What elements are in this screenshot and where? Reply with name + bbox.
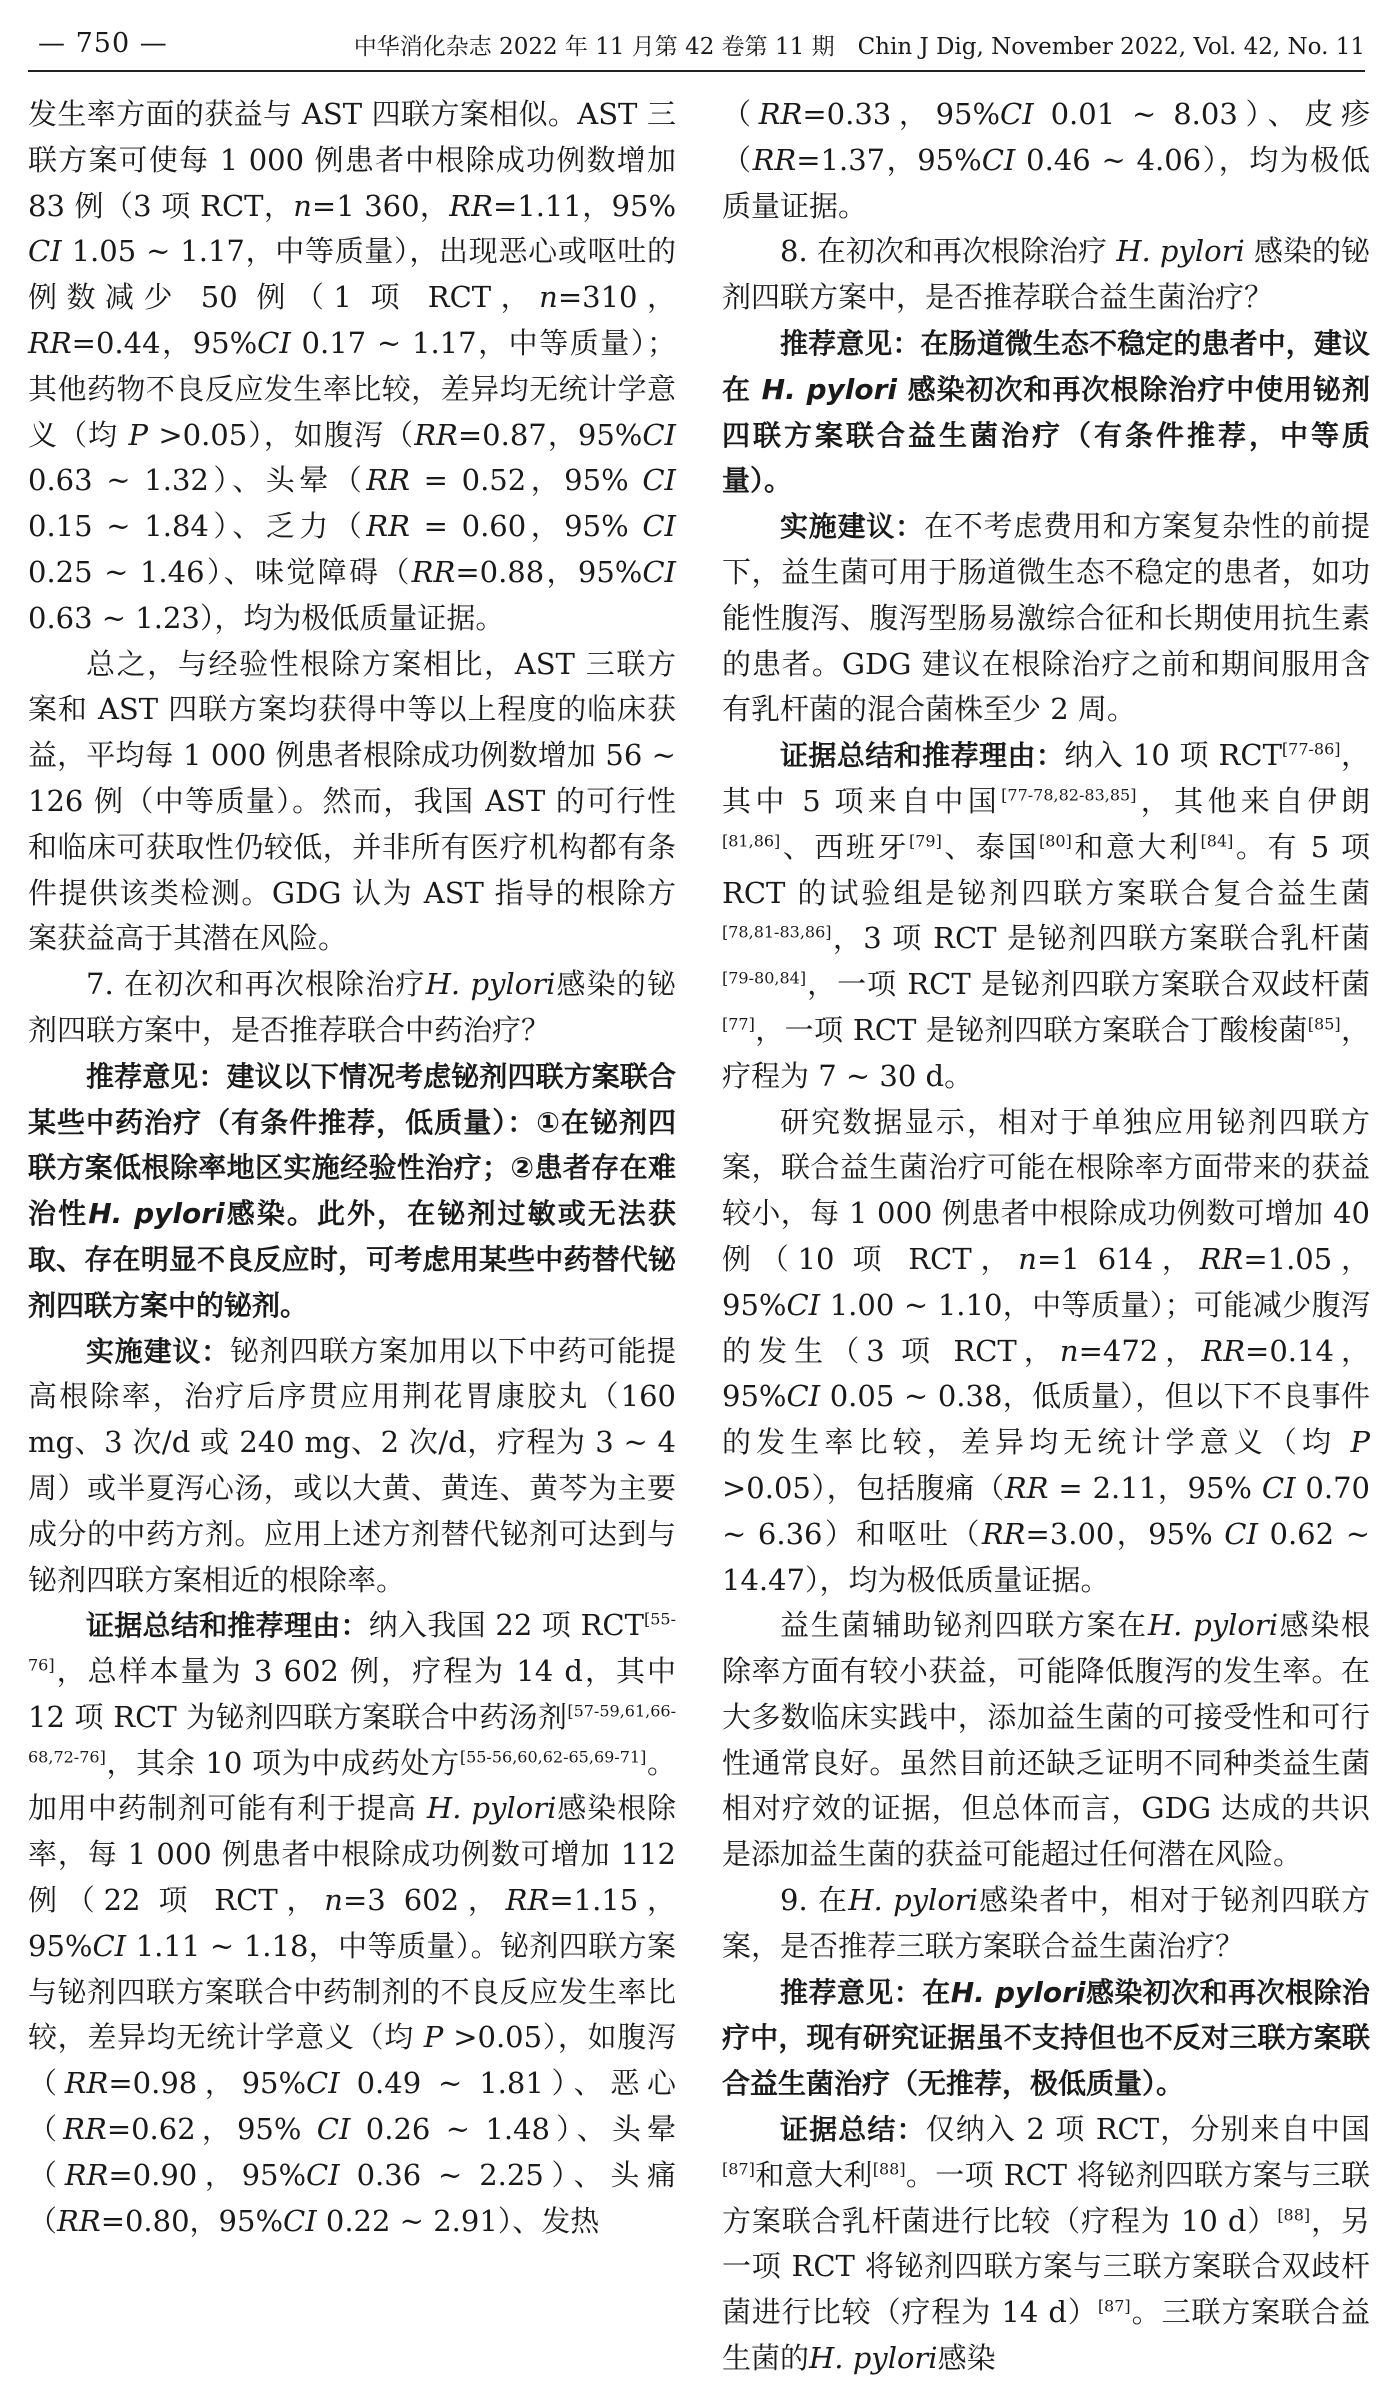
text-run: 0.63 ~ 1.32）、头晕（ — [28, 463, 367, 498]
text-run: =1.11，95% — [492, 188, 677, 223]
paragraph — [722, 229, 1370, 321]
text-run: =1.37，95% — [796, 142, 982, 177]
text-run: 。有 5 项 RCT 的试验组是铋剂四联方案联合复合益生菌 — [722, 829, 1370, 910]
text-run: =0.44，95% — [71, 325, 258, 360]
page-number: — 750 — — [38, 28, 168, 59]
text-run: =1.15，95% — [28, 1883, 676, 1963]
italic-text: CI — [642, 417, 677, 452]
text-run: =1.05，95% — [722, 1241, 1370, 1322]
paragraph — [28, 1054, 676, 1329]
italic-text: RR — [28, 325, 72, 360]
citation-ref: [80] — [1039, 831, 1072, 851]
text-run: 1.05 ~ 1.17，中等质量），出现恶心或呕吐的例数减少 50 例（1 项 RCT， — [28, 234, 676, 315]
italic-text: CI — [1261, 1470, 1296, 1505]
citation-ref: [78,81-83,86] — [722, 922, 832, 942]
text-run: 总之，与经验性根除方案相比，AST 三联方案和 AST 四联方案均获得中等以上程度的临床获益，平均每 1 000 例患者根除成功例数增加 56 ~ 126 例（中等质量）。然而，我国 AST 的可行性和临床可获取性仍较低，并非所有医疗机构都有条件提供该类检测。GDG 认为 AST 指导的根除方案获益高于其潜在风险。 — [28, 646, 676, 956]
text-run: =0.90，95% — [108, 2157, 307, 2192]
paragraph — [722, 2107, 1370, 2382]
text-run: 7. 在初次和再次根除治疗 — [86, 967, 426, 1002]
text-run: =0.33，95% — [802, 97, 1001, 131]
italic-text: RR — [752, 142, 797, 177]
text-run: 和意大利 — [754, 2157, 873, 2192]
text-run: 8. 在初次和再次根除治疗 — [780, 234, 1117, 269]
paragraph — [28, 1329, 676, 1604]
text-run: 感染者中，相对于铋剂四联方案，是否推荐三联方案联合益生菌治疗？ — [722, 1883, 1371, 1963]
italic-text: RR — [414, 417, 458, 452]
text-run: =472， — [1078, 1333, 1202, 1368]
italic-text: RR — [981, 1516, 1026, 1551]
italic-text: RR — [1199, 1241, 1244, 1276]
text-run: 感染的铋剂四联方案中，是否推荐联合中药治疗？ — [28, 967, 676, 1047]
citation-ref: [81,86] — [722, 831, 781, 851]
text-run: = 0.60，95% — [409, 509, 643, 544]
bold-text: 实施建议： — [780, 510, 924, 544]
citation-ref: [77] — [722, 1014, 755, 1034]
text-run: 。加用中药制剂可能有利于提高 — [28, 1745, 676, 1826]
citation-ref: [55-76] — [28, 1609, 676, 1675]
italic-text: n — [324, 1883, 343, 1918]
citation-ref: [77-78,82-83,85] — [1001, 785, 1137, 805]
text-run: 铋剂四联方案加用以下中药可能提高根除率，治疗后序贯应用荆花胃康胶丸（160 mg、3 次/d 或 240 mg、2 次/d，疗程为 3 ~ 4 周）或半夏泻心汤，或以大黄、黄连、黄芩为主要成分的中药方剂。应用上述方剂替代铋剂可达到与铋剂四联方案相近的根除率。 — [28, 1333, 676, 1597]
text-run: 、泰国 — [941, 829, 1039, 864]
paragraph — [28, 92, 676, 642]
text-run: ，一项 RCT 是铋剂四联方案联合丁酸梭菌 — [754, 1012, 1308, 1047]
bold-text: 感染初次和再次根除治疗中使用铋剂四联方案联合益生菌治疗（有条件推荐，中等质量）。 — [722, 372, 1371, 498]
italic-text: H. pylori — [1116, 234, 1245, 269]
italic-text: CI — [642, 554, 676, 589]
paragraph — [28, 1603, 676, 2244]
text-run: ，其他来自伊朗 — [1136, 783, 1370, 818]
text-run: 0.26 ~ 1.48）、头晕（ — [28, 2112, 676, 2192]
text-run: 0.63 ~ 1.23），均为极低质量证据。 — [28, 600, 505, 635]
text-run: 纳入 10 项 RCT — [1064, 738, 1282, 773]
bold-text: 推荐意见：在肠道微生态不稳定的患者中，建议在 — [722, 326, 1370, 406]
paragraph — [722, 733, 1370, 1099]
text-run: 0.01 ~ 8.03）、皮疹（ — [722, 97, 1370, 177]
italic-text: H. pylori — [809, 2341, 938, 2376]
paragraph — [722, 1878, 1370, 1970]
text-run: 0.49 ~ 1.81）、恶心（ — [28, 2066, 676, 2147]
italic-text: CI — [28, 234, 62, 269]
paragraph — [722, 321, 1370, 504]
text-run: 0.46 ~ 4.06），均为极低质量证据。 — [722, 142, 1370, 223]
text-run: 1.00 ~ 1.10，中等质量）；可能减少腹泻的发生（3 项 RCT， — [722, 1287, 1370, 1368]
italic-text: RR — [63, 2112, 107, 2147]
text-run: 。一项 RCT 将铋剂四联方案与三联方案联合乳杆菌进行比较（疗程为 10 d） — [722, 2157, 1370, 2238]
paragraph — [722, 1603, 1370, 1878]
italic-text: P — [423, 2020, 444, 2055]
text-run: 0.62 ~ 14.47），均为极低质量证据。 — [722, 1516, 1370, 1597]
italic-text: CI — [786, 1287, 821, 1322]
paragraph — [722, 1100, 1370, 1604]
text-run: ，另一项 RCT 将铋剂四联方案与三联方案联合双歧杆菌进行比较（疗程为 14 d） — [722, 2203, 1370, 2330]
italic-text: CI — [1224, 1516, 1258, 1551]
paragraph — [28, 642, 676, 963]
citation-ref: [87] — [722, 2159, 755, 2179]
bold-text: 证据总结和推荐理由： — [86, 1609, 369, 1643]
text-run: =310， — [557, 280, 676, 315]
italic-text: CI — [92, 1928, 127, 1963]
italic-text: RR — [57, 2203, 101, 2238]
text-run: =3.00，95% — [1025, 1516, 1225, 1551]
italic-text: RR — [758, 97, 803, 131]
text-run: 0.22 ~ 2.91）、发热 — [316, 2203, 600, 2238]
bold-text: 推荐意见：建议以下情况考虑铋剂四联方案联合某些中药治疗（有条件推荐，低质量）：①在铋剂四联方案低根除率地区实施经验性治疗；②患者存在难治性 — [28, 1059, 676, 1231]
text-run: 。三联方案联合益生菌的 — [722, 2295, 1370, 2376]
text-run: 9. 在 — [780, 1883, 849, 1918]
text-run: =3 602， — [342, 1883, 506, 1918]
text-run: 纳入我国 22 项 RCT — [368, 1608, 644, 1643]
italic-text: H. pylori — [425, 967, 556, 1002]
citation-ref: [79-80,84] — [722, 968, 807, 988]
italic-text: CI — [257, 325, 291, 360]
italic-text: RR — [411, 554, 456, 589]
text-run: 在不考虑费用和方案复杂性的前提下，益生菌可用于肠道微生态不稳定的患者，如功能性腹泻、腹泻型肠易激综合征和长期使用抗生素的患者。GDG 建议在根除治疗之前和期间服用含有乳杆菌的混合菌株至少 2 周。 — [722, 509, 1370, 727]
text-run: =0.80，95% — [100, 2203, 284, 2238]
italic-text: RR — [1004, 1470, 1049, 1505]
italic-text: n — [1059, 1333, 1079, 1368]
text-run: >0.05），包括腹痛（ — [722, 1470, 1005, 1505]
italic-text: H. pylori — [1147, 1608, 1279, 1643]
text-run: >0.05），如腹泻（ — [148, 417, 415, 452]
text-run: =0.87，95% — [457, 417, 643, 452]
italic-text: RR — [1201, 1333, 1246, 1368]
text-run: =0.14，95% — [722, 1333, 1370, 1414]
text-run: 仅纳入 2 项 RCT，分别来自中国 — [925, 2112, 1370, 2147]
italic-text: H. pylori — [848, 1883, 978, 1918]
text-run: 0.05 ~ 0.38，低质量），但以下不良事件的发生率比较，差异均无统计学意义（均 — [722, 1379, 1370, 1460]
bold-text: 证据总结和推荐理由： — [780, 739, 1065, 773]
text-run: =0.88，95% — [455, 554, 643, 589]
text-run: ，一项 RCT 是铋剂四联方案联合双歧杆菌 — [806, 967, 1370, 1002]
left-column — [28, 92, 676, 2244]
text-run: 感染根除率方面有较小获益，可能降低腹泻的发生率。在大多数临床实践中，添加益生菌的可接受性和可行性通常良好。虽然目前还缺乏证明不同种类益生菌相对疗效的证据，但总体而言，GDG 达成的共识是添加益生菌的获益可能超过任何潜在风险。 — [722, 1608, 1370, 1872]
italic-text: RR — [449, 188, 493, 223]
citation-ref: [85] — [1307, 1014, 1341, 1034]
journal-citation: 中华消化杂志 2022 年 11 月第 42 卷第 11 期 Chin J Dig, November 2022, Vol. 42, No. 11 — [353, 34, 1365, 60]
paragraph — [722, 504, 1370, 733]
text-run: =0.62，95% — [106, 2112, 317, 2147]
bold-text: 证据总结： — [780, 2113, 926, 2147]
bold-italic-text: H. pylori — [761, 372, 897, 406]
text-run: ，总样本量为 3 602 例，疗程为 14 d，其中 12 项 RCT 为铋剂四联方案联合中药汤剂 — [28, 1654, 676, 1734]
bold-italic-text: H. pylori — [88, 1197, 225, 1231]
text-run: ，疗程为 7 ~ 30 d。 — [722, 1012, 1370, 1093]
italic-text: CI — [306, 2066, 340, 2101]
citation-ref: [88] — [1277, 2205, 1311, 2224]
italic-text: RR — [366, 509, 410, 544]
bold-text: 感染。此外，在铋剂过敏或无法获取、存在明显不良反应时，可考虑用某些中药替代铋剂四联方案中的铋剂。 — [28, 1197, 676, 1322]
text-run: =1 614， — [1036, 1241, 1200, 1276]
italic-text: CI — [642, 463, 676, 498]
text-run: =1 360， — [311, 188, 450, 223]
text-run: =0.98，95% — [108, 2066, 307, 2101]
italic-text: n — [1018, 1241, 1037, 1276]
text-run: ，其余 10 项为中成药处方 — [105, 1745, 460, 1780]
italic-text: RR — [64, 2066, 109, 2101]
italic-text: RR — [64, 2157, 109, 2192]
right-column — [722, 92, 1370, 2382]
page-header — [28, 22, 1365, 66]
italic-text: H. pylori — [426, 1791, 557, 1826]
text-run: 发生率方面的获益与 AST 四联方案相似。AST 三联方案可使每 1 000 例患者中根除成功例数增加 83 例（3 项 RCT， — [28, 97, 676, 223]
text-run: 0.70 ~ 6.36）和呕吐（ — [722, 1470, 1370, 1551]
bold-text: 感染初次和再次根除治疗中，现有研究证据虽不支持但也不反对三联方案联合益生菌治疗（无推荐，极低质量）。 — [722, 1975, 1370, 2101]
text-run: 研究数据显示，相对于单独应用铋剂四联方案，联合益生菌治疗可能在根除率方面带来的获益较小，每 1 000 例患者中根除成功例数可增加 40 例（10 项 RCT， — [722, 1104, 1370, 1276]
text-run: 0.17 ~ 1.17，中等质量）；其他药物不良反应发生率比较，差异均无统计学意义（均 — [28, 325, 676, 452]
text-run: >0.05），如腹泻（ — [28, 2020, 676, 2101]
italic-text: n — [293, 188, 312, 223]
text-run: 感染根除率，每 1 000 例患者中根除成功例数可增加 112 例（22 项 RCT， — [28, 1791, 676, 1918]
paragraph — [722, 92, 1370, 229]
italic-text: CI — [642, 509, 676, 544]
italic-text: P — [128, 417, 149, 452]
italic-text: CI — [1000, 97, 1034, 131]
bold-text: 实施建议： — [86, 1334, 230, 1368]
text-run: 感染的铋剂四联方案中，是否推荐联合益生菌治疗？ — [722, 234, 1371, 315]
italic-text: n — [539, 280, 558, 315]
bold-text: 推荐意见：在 — [780, 1975, 951, 2009]
italic-text: CI — [306, 2157, 340, 2192]
text-run: = 2.11，95% — [1048, 1470, 1262, 1505]
text-run: 1.11 ~ 1.18，中等质量）。铋剂四联方案与铋剂四联方案联合中药制剂的不良反应发生率比较，差异均无统计学意义（均 — [28, 1928, 676, 2055]
citation-ref: [77-86] — [1281, 739, 1341, 759]
text-run: 、西班牙 — [780, 829, 909, 864]
italic-text: P — [1350, 1425, 1370, 1460]
text-run: 0.36 ~ 2.25）、头痛（ — [28, 2157, 676, 2238]
citation-ref: [79] — [909, 831, 942, 851]
text-run: ，3 项 RCT 是铋剂四联方案联合乳杆菌 — [831, 921, 1370, 956]
text-run: = 0.52，95% — [409, 463, 643, 498]
italic-text: CI — [283, 2203, 317, 2238]
paragraph — [28, 962, 676, 1054]
text-run: 0.15 ~ 1.84）、乏力（ — [28, 509, 367, 544]
citation-ref: [57-59,61,66-68,72-76] — [28, 1701, 676, 1767]
text-run: ，其中 5 项来自中国 — [722, 738, 1370, 818]
paragraph — [722, 1970, 1370, 2107]
italic-text: RR — [366, 463, 410, 498]
italic-text: CI — [316, 2112, 351, 2147]
citation-ref: [55-56,60,62-65,69-71] — [459, 1747, 647, 1767]
text-run: 0.25 ~ 1.46）、味觉障碍（ — [28, 554, 412, 589]
citation-ref: [88] — [872, 2159, 906, 2179]
bold-italic-text: H. pylori — [950, 1975, 1086, 2009]
italic-text: RR — [505, 1883, 550, 1918]
citation-ref: [84] — [1200, 831, 1234, 851]
italic-text: CI — [981, 142, 1016, 177]
citation-ref: [87] — [1097, 2296, 1131, 2316]
italic-text: CI — [786, 1379, 821, 1414]
text-run: 和意大利 — [1071, 829, 1201, 864]
text-run: 益生菌辅助铋剂四联方案在 — [780, 1608, 1148, 1643]
text-run: （ — [722, 97, 759, 131]
text-run: 感染 — [937, 2341, 996, 2376]
header-rule — [28, 70, 1365, 72]
